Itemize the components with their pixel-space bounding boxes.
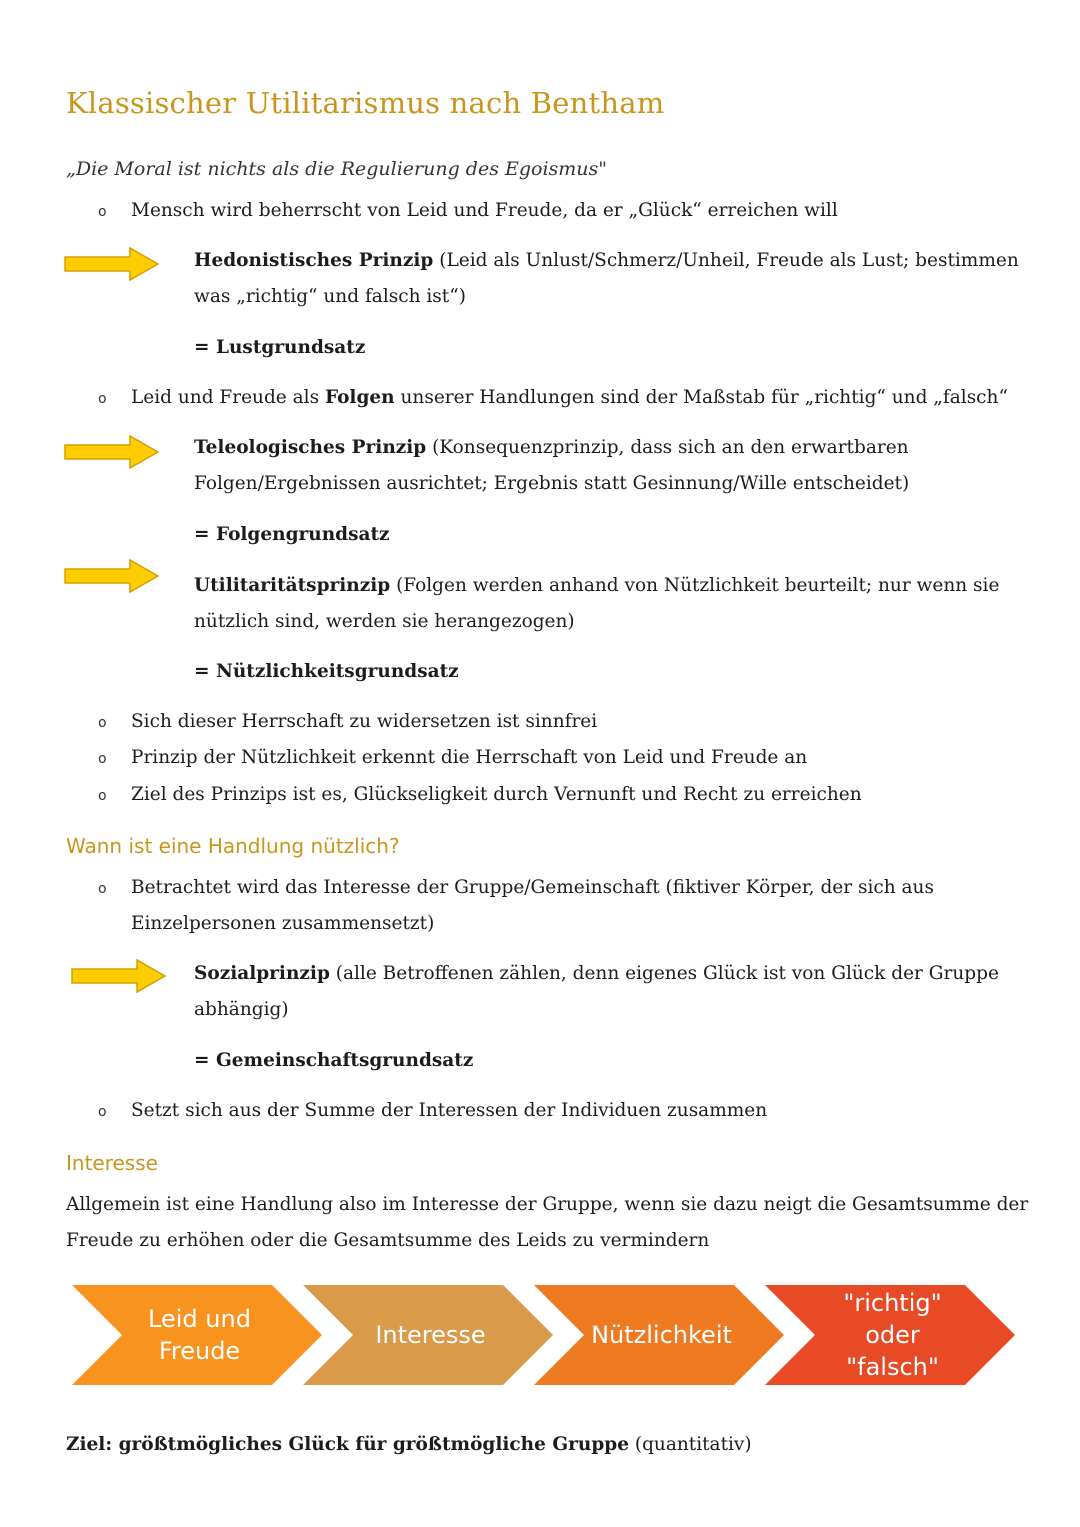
list-item-text: Mensch wird beherrscht von Leid und Freude, da er „Glück“ erreichen will	[131, 200, 838, 221]
hedonistic-principle: Hedonistisches Prinzip (Leid als Unlust/Schmerz/Unheil, Freude als Lust; bestimmen	[194, 250, 1019, 271]
list-item-text: Betrachtet wird das Interesse der Gruppe/Gemeinschaft (fiktiver Körper, der sich aus	[131, 877, 934, 898]
utility-line2: nützlich sind, werden sie herangezogen)	[194, 611, 575, 632]
chevron-label-richtig-falsch: "richtig" oder "falsch"	[843, 1289, 942, 1381]
chevron-label-nuetzlichkeit: Nützlichkeit	[591, 1321, 732, 1349]
social-line2: abhängig)	[194, 999, 289, 1020]
page-title: Klassischer Utilitarismus nach Bentham	[66, 86, 665, 120]
list-item-text: Setzt sich aus der Summe der Interessen der Individuen zusammen	[131, 1100, 768, 1121]
quote: „Die Moral ist nichts als die Regulierung des Egoismus"	[66, 158, 608, 180]
list-item-text: Leid und Freude als Folgen unserer Handlungen sind der Maßstab für „richtig“ und „falsch“	[131, 387, 1008, 408]
list-item	[98, 380, 1008, 417]
right-arrow-icon	[64, 247, 160, 281]
social-principle: Sozialprinzip (alle Betroffenen zählen, denn eigenes Glück ist von Glück der Gruppe	[194, 963, 999, 984]
list-item-text: Sich dieser Herrschaft zu widersetzen ist sinnfrei	[131, 711, 598, 732]
goal-statement: Ziel: größtmögliches Glück für größtmögliche Gruppe (quantitativ)	[66, 1434, 752, 1455]
chevron-label-leid-freude: Leid und Freude	[148, 1305, 251, 1365]
bullet-marker: o	[98, 881, 107, 897]
list-item	[98, 740, 808, 777]
list-item	[98, 193, 838, 230]
teleological-principle: Teleologisches Prinzip (Konsequenzprinzip, dass sich an den erwartbaren	[194, 437, 909, 458]
interest-paragraph-line2: Freude zu erhöhen oder die Gesamtsumme des Leids zu vermindern	[66, 1230, 710, 1251]
nuetzlichkeitsgrundsatz: = Nützlichkeitsgrundsatz	[194, 661, 459, 682]
folgengrundsatz: = Folgengrundsatz	[194, 524, 390, 545]
teleological-line2: Folgen/Ergebnissen ausrichtet; Ergebnis statt Gesinnung/Wille entscheidet)	[194, 473, 910, 494]
hedonistic-line2: was „richtig“ und falsch ist“)	[194, 286, 466, 307]
right-arrow-icon	[64, 435, 160, 469]
bullet-marker: o	[98, 715, 107, 731]
lustgrundsatz: = Lustgrundsatz	[194, 337, 366, 358]
chevron-label-interesse: Interesse	[375, 1321, 486, 1349]
right-arrow-icon	[71, 959, 167, 993]
utility-principle: Utilitaritätsprinzip (Folgen werden anhand von Nützlichkeit beurteilt; nur wenn sie	[194, 575, 1000, 596]
bullet-marker: o	[98, 788, 107, 804]
section-heading-interest: Interesse	[66, 1151, 158, 1175]
gemeinschaftsgrundsatz: = Gemeinschaftsgrundsatz	[194, 1050, 474, 1071]
right-arrow-icon	[64, 559, 160, 593]
bullet-marker: o	[98, 391, 107, 407]
bullet-marker: o	[98, 204, 107, 220]
bullet-marker: o	[98, 751, 107, 767]
list-item	[98, 704, 598, 741]
list-item-text-line2: Einzelpersonen zusammensetzt)	[131, 913, 435, 934]
interest-paragraph-line1: Allgemein ist eine Handlung also im Interesse der Gruppe, wenn sie dazu neigt die Gesamtsumme der	[66, 1194, 1029, 1215]
section-heading-useful: Wann ist eine Handlung nützlich?	[66, 834, 400, 858]
list-item-text: Ziel des Prinzips ist es, Glückseligkeit durch Vernunft und Recht zu erreichen	[131, 784, 862, 805]
list-item	[98, 1093, 768, 1130]
list-item	[98, 870, 934, 907]
list-item-text: Prinzip der Nützlichkeit erkennt die Herrschaft von Leid und Freude an	[131, 747, 808, 768]
list-item	[98, 777, 862, 814]
bullet-marker: o	[98, 1104, 107, 1120]
